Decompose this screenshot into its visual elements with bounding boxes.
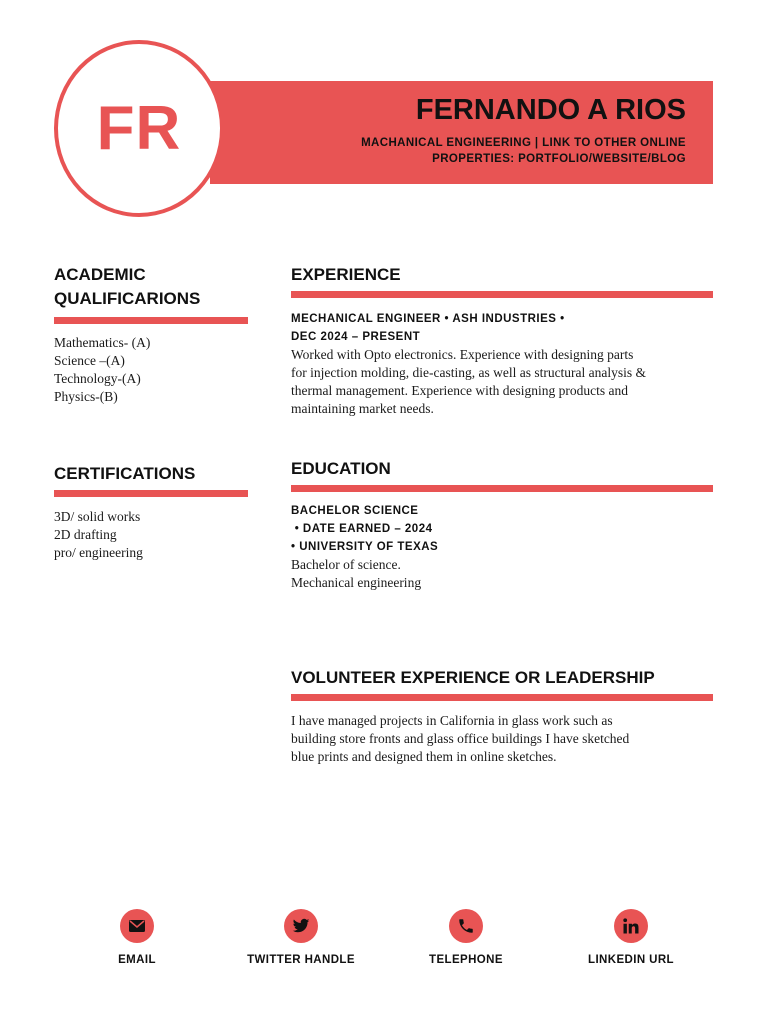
date-earned: • DATE EARNED – 2024	[291, 523, 433, 535]
contact-label: TELEPHONE	[429, 954, 503, 966]
volunteer-line: I have managed projects in California in glass work such as	[291, 713, 613, 728]
subtitle-line: MACHANICAL ENGINEERING | LINK TO OTHER ONLINE	[361, 137, 686, 149]
list-item: Science –(A)	[54, 353, 125, 368]
contact-telephone[interactable]	[381, 909, 551, 966]
volunteer-content	[291, 712, 629, 766]
list-item: Physics-(B)	[54, 389, 118, 404]
education-line: Bachelor of science.	[291, 557, 401, 572]
certifications-list	[54, 508, 143, 562]
contact-label: TWITTER HANDLE	[247, 954, 355, 966]
section-divider	[291, 291, 713, 298]
list-item: Technology-(A)	[54, 371, 141, 386]
section-divider	[54, 490, 248, 497]
heading-line: QUALIFICARIONS	[54, 289, 201, 308]
email-icon	[120, 909, 154, 943]
linkedin-icon	[614, 909, 648, 943]
experience-heading: EXPERIENCE	[291, 265, 401, 284]
experience-line: thermal management. Experience with designing products and	[291, 383, 629, 398]
monogram-circle	[54, 40, 224, 217]
contact-email[interactable]	[52, 909, 222, 966]
resume-name: FERNANDO A RIOS	[415, 94, 686, 126]
contact-twitter[interactable]	[216, 909, 386, 966]
twitter-icon	[284, 909, 318, 943]
contact-label: EMAIL	[118, 954, 156, 966]
academic-heading	[54, 263, 200, 311]
monogram: FR	[96, 94, 182, 163]
section-divider	[54, 317, 248, 324]
list-item: pro/ engineering	[54, 545, 143, 560]
academic-list	[54, 334, 150, 406]
degree: BACHELOR SCIENCE	[291, 505, 419, 517]
volunteer-heading: VOLUNTEER EXPERIENCE OR LEADERSHIP	[291, 668, 655, 687]
telephone-icon	[449, 909, 483, 943]
volunteer-line: blue prints and designed them in online sketches.	[291, 749, 557, 764]
volunteer-line: building store fronts and glass office buildings I have sketched	[291, 731, 630, 746]
list-item: 2D drafting	[54, 527, 117, 542]
experience-line: maintaining market needs.	[291, 401, 434, 416]
education-line: Mechanical engineering	[291, 575, 422, 590]
experience-line: for injection molding, die-casting, as well as structural analysis &	[291, 365, 647, 380]
education-content	[291, 502, 438, 592]
header-subtitle	[326, 135, 686, 167]
list-item: 3D/ solid works	[54, 509, 141, 524]
list-item: Mathematics- (A)	[54, 335, 151, 350]
section-divider	[291, 485, 713, 492]
subtitle-line: PROPERTIES: PORTFOLIO/WEBSITE/BLOG	[432, 153, 686, 165]
job-title: MECHANICAL ENGINEER • ASH INDUSTRIES •	[291, 313, 565, 325]
job-dates: DEC 2024 – PRESENT	[291, 331, 421, 343]
university: • UNIVERSITY OF TEXAS	[291, 541, 439, 553]
heading-line: ACADEMIC	[54, 265, 146, 284]
education-heading: EDUCATION	[291, 459, 391, 478]
experience-line: Worked with Opto electronics. Experience with designing parts	[291, 347, 634, 362]
contact-linkedin[interactable]	[546, 909, 716, 966]
section-divider	[291, 694, 713, 701]
experience-content	[291, 310, 646, 418]
contact-label: LINKEDIN URL	[588, 954, 674, 966]
certifications-heading: CERTIFICATIONS	[54, 464, 196, 483]
